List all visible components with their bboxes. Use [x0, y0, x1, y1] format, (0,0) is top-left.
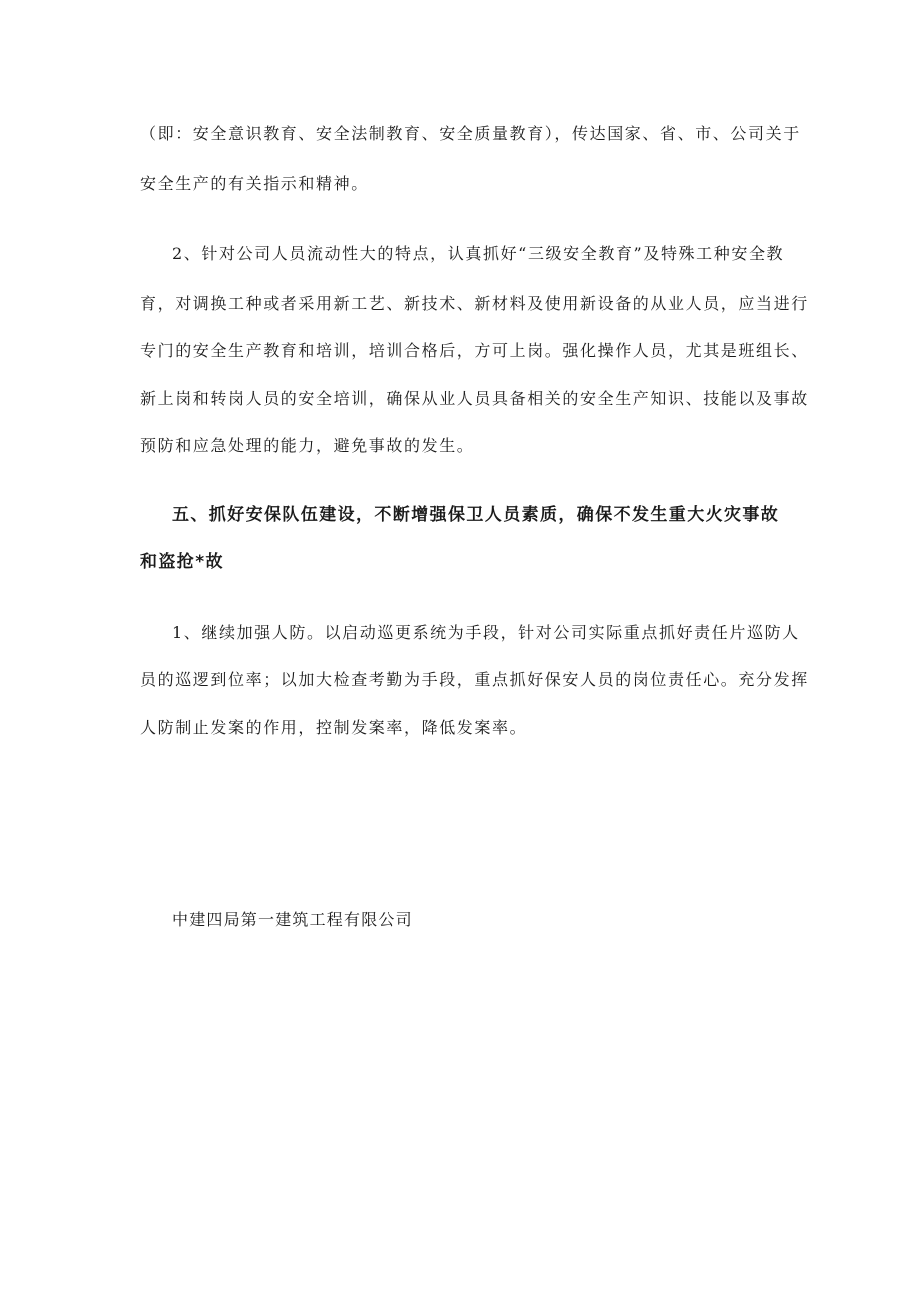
paragraph-line: 新上岗和转岗人员的安全培训，确保从业人员具备相关的安全生产知识、技能以及事故: [140, 389, 809, 408]
paragraph-line: 安全生产的有关指示和精神。: [140, 174, 369, 193]
paragraph-line: （即：安全意识教育、安全法制教育、安全质量教育），传达国家、省、市、公司关于: [140, 124, 801, 143]
section-heading: 五、抓好安保队伍建设，不断增强保卫人员素质，确保不发生重大火灾事故: [172, 505, 780, 525]
paragraph-line: 育，对调换工种或者采用新工艺、新技术、新材料及使用新设备的从业人员，应当进行: [140, 294, 809, 313]
paragraph-line: 专门的安全生产教育和培训，培训合格后，方可上岗。强化操作人员，尤其是班组长、: [140, 341, 809, 360]
section-heading: 和盗抢*故: [140, 552, 224, 572]
paragraph-line: 2、针对公司人员流动性大的特点，认真抓好“三级安全教育”及特殊工种安全教: [172, 244, 785, 263]
paragraph-line: 人防制止发案的作用，控制发案率，降低发案率。: [140, 718, 528, 737]
paragraph-line: 1、继续加强人防。以启动巡更系统为手段，针对公司实际重点抓好责任片巡防人: [172, 623, 800, 642]
paragraph-line: 员的巡逻到位率；以加大检查考勤为手段，重点抓好保安人员的岗位责任心。充分发挥: [140, 670, 809, 689]
company-name: 中建四局第一建筑工程有限公司: [172, 910, 413, 929]
paragraph-line: 预防和应急处理的能力，避免事故的发生。: [140, 436, 475, 455]
